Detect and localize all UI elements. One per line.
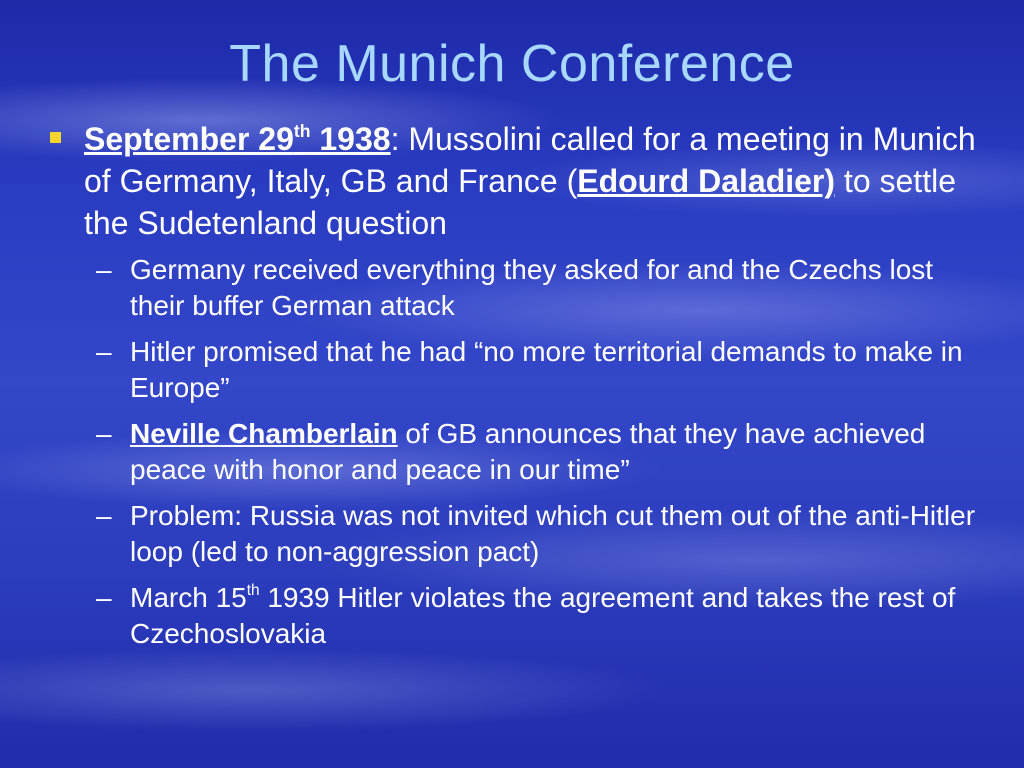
list-item: [50, 416, 990, 488]
sub-bullet-list: [50, 252, 990, 652]
main-bullet-text-a: : Mussolini called for a meeting in Munich of Germany, Italy, GB and France (: [84, 121, 976, 199]
slide-content: [50, 118, 990, 662]
dash-bullet-icon: –: [96, 418, 112, 449]
daladier-name: Edourd Daladier): [577, 163, 836, 199]
sub-item-text: Germany received everything they asked for and the Czechs lost their buffer German attack: [130, 254, 934, 321]
list-item: [50, 580, 990, 652]
list-item: [50, 498, 990, 570]
square-bullet-icon: [50, 132, 61, 143]
slide-title: The Munich Conference: [229, 35, 795, 93]
dash-bullet-icon: –: [96, 336, 112, 367]
sub-item-text: Hitler promised that he had “no more territorial demands to make in Europe”: [130, 336, 963, 403]
chamberlain-name: Neville Chamberlain: [130, 418, 398, 449]
main-bullet-text-b: to settle the Sudetenland question: [84, 163, 956, 241]
list-item: [50, 252, 990, 324]
dash-bullet-icon: –: [96, 582, 112, 613]
sub-item-text: March 15th 1939 Hitler violates the agreement and takes the rest of Czechoslovakia: [130, 582, 956, 649]
date-heading: September 29th 1938: [84, 120, 391, 157]
sub-item-text: Problem: Russia was not invited which cut them out of the anti-Hitler loop (led to non-aggression pact): [130, 500, 976, 567]
main-bullet: [50, 118, 990, 244]
sub-item-text: of GB announces that they have achieved peace with honor and peace in our time”: [130, 418, 926, 485]
list-item: [50, 334, 990, 406]
dash-bullet-icon: –: [96, 254, 112, 285]
dash-bullet-icon: –: [96, 500, 112, 531]
